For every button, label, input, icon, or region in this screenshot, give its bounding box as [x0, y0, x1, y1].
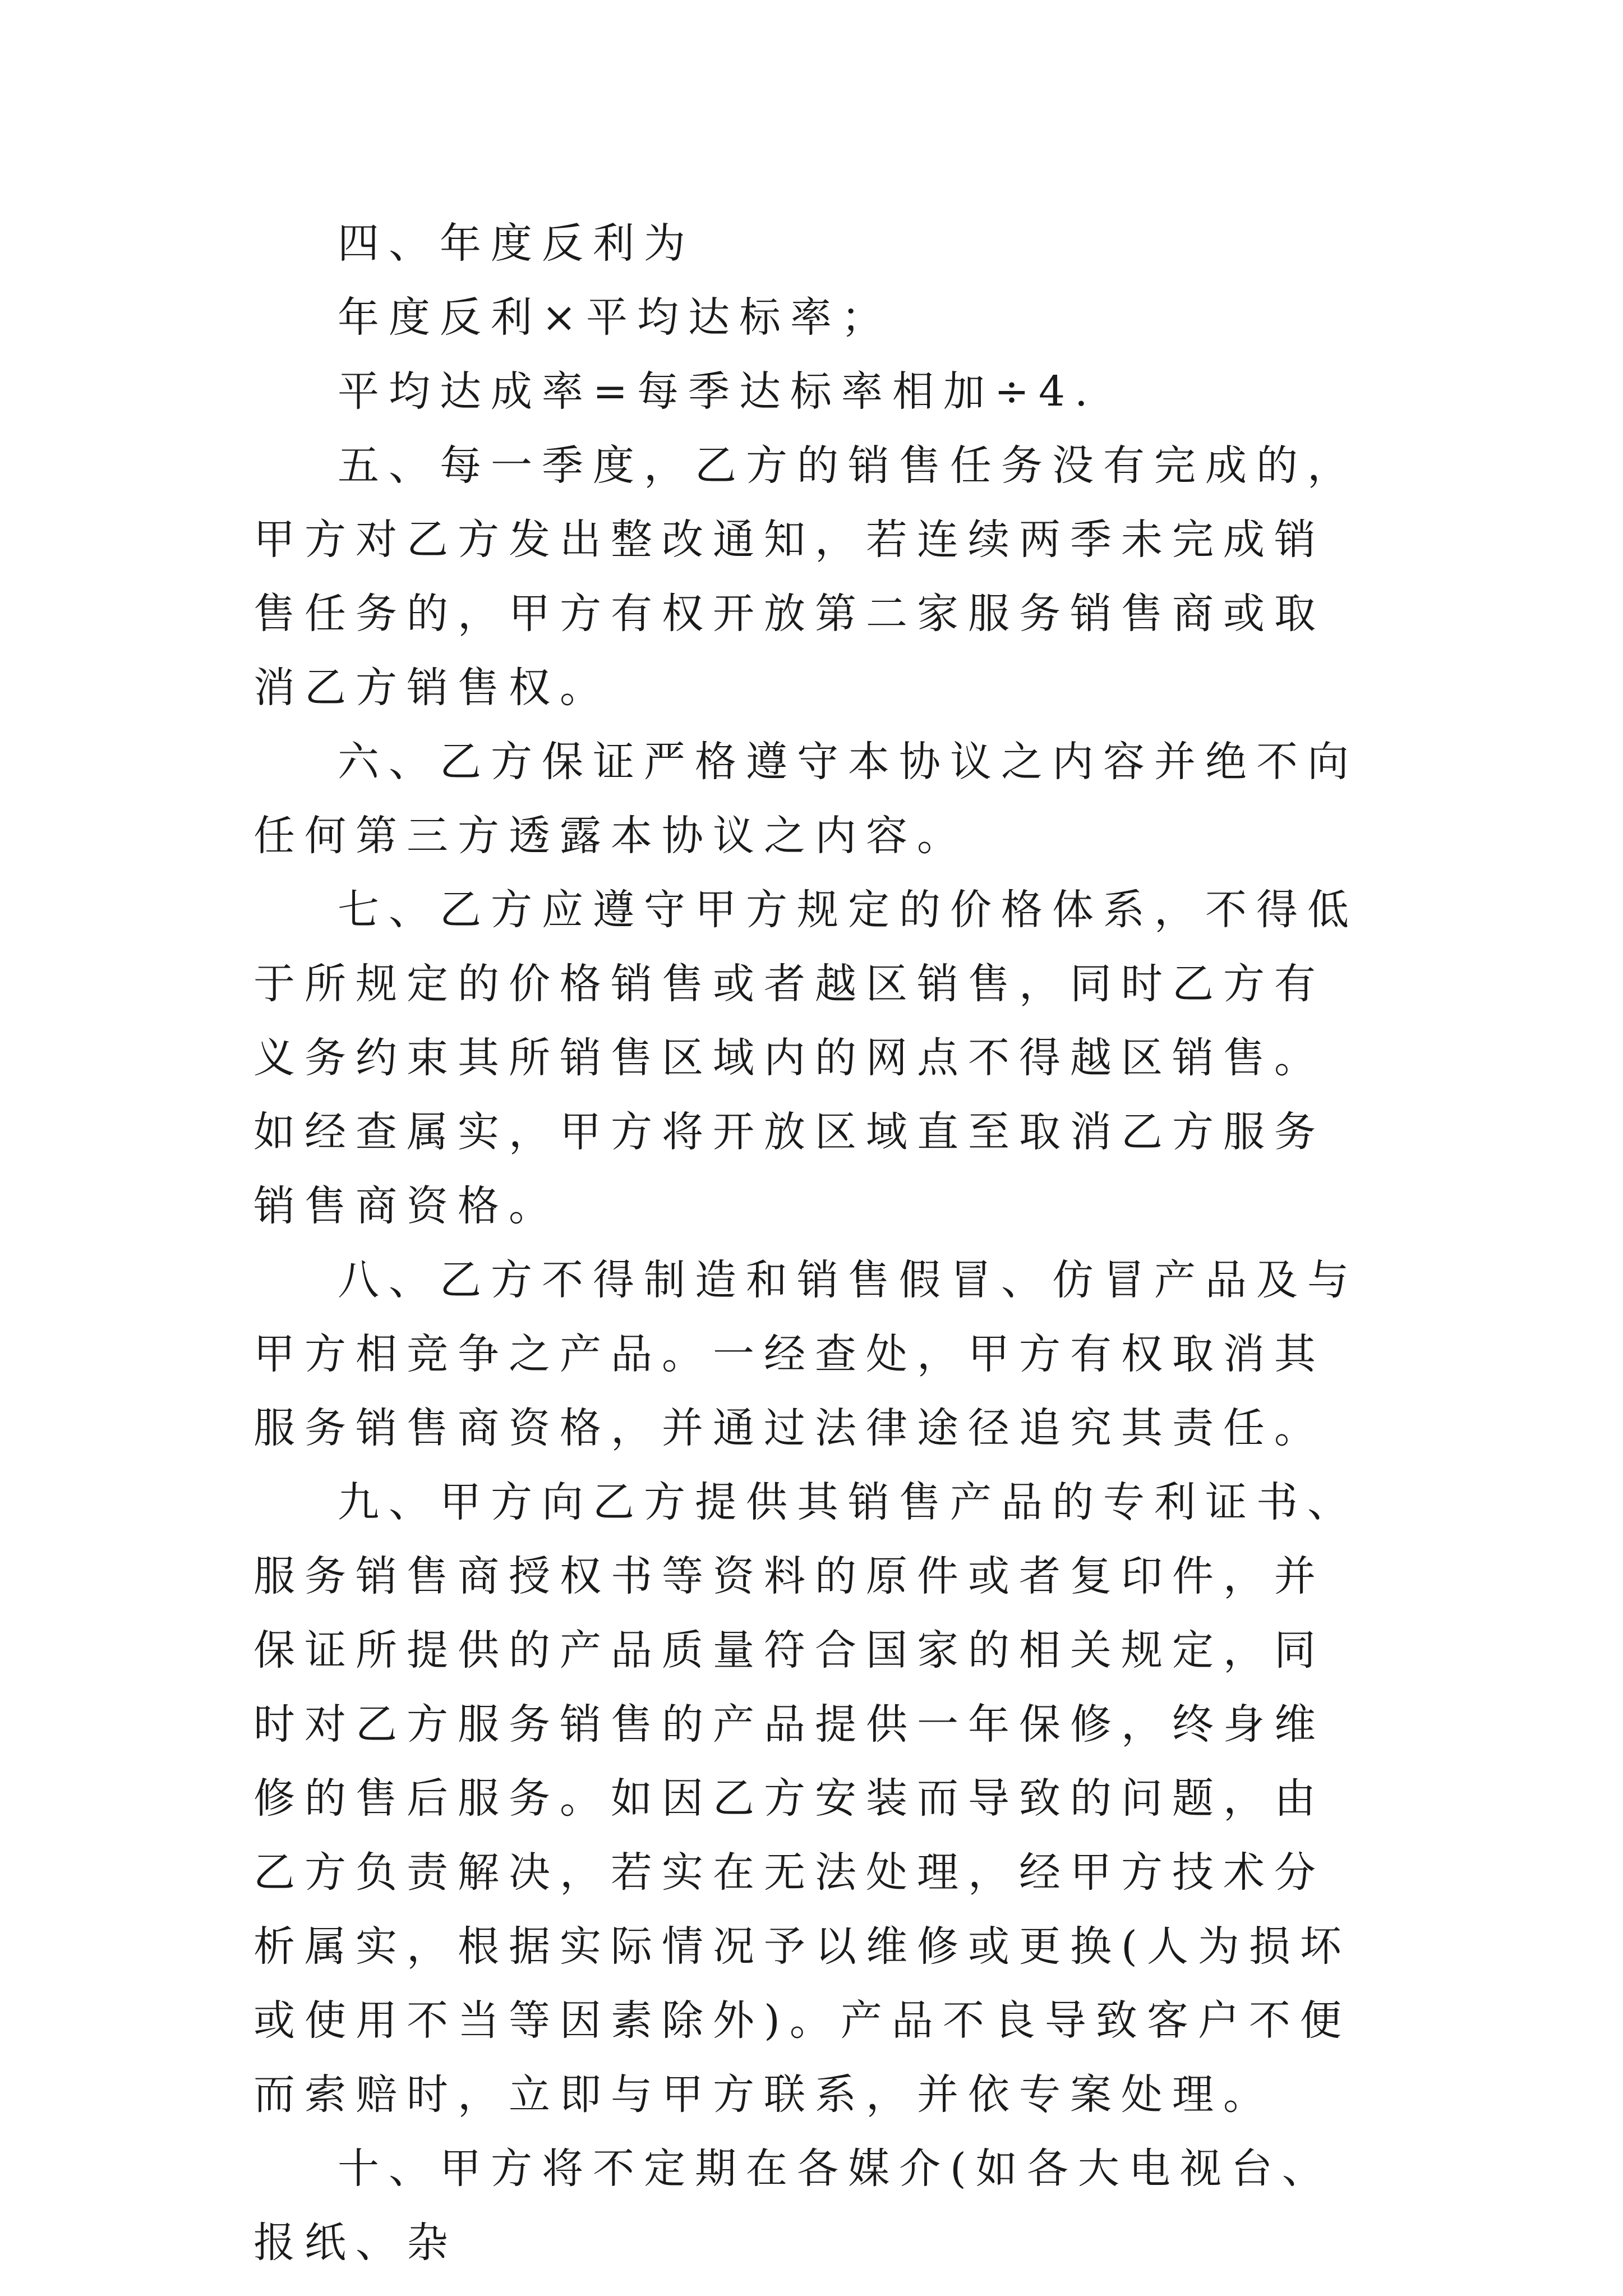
paragraph-clause-5: 五、每一季度，乙方的销售任务没有完成的，甲方对乙方发出整改通知，若连续两季未完成销售任务的，甲方有权开放第二家服务销售商或取消乙方销售权。 [253, 441, 1358, 712]
paragraph-clause-6: 六、乙方保证严格遵守本协议之内容并绝不向任何第三方透露本协议之内容。 [253, 738, 1358, 860]
paragraph-clause-10: 十、甲方将不定期在各媒介(如各大电视台、报纸、杂 [253, 2145, 1333, 2267]
paragraph-rebate-formula: 年度反利×平均达标率； [338, 293, 893, 342]
paragraph-clause-9: 九、甲方向乙方提供其销售产品的专利证书、服务销售商授权书等资料的原件或者复印件，并保证所提供的产品质量符合国家的相关规定，同时对乙方服务销售的产品提供一年保修，终身维修的售后服务。如因乙方安装而导致的问题，由乙方负责解决，若实在无法处理，经甲方技术分析属实，根据实际情况予以维修或更换(人为损坏或使用不当等因素除外)。产品不良导致客户不便而索赔时，立即与甲方联系，并依专案处理。 [253, 1478, 1358, 2119]
paragraph-clause-8: 八、乙方不得制造和销售假冒、仿冒产品及与甲方相竞争之产品。一经查处，甲方有权取消其服务销售商资格，并通过法律途径追究其责任。 [253, 1256, 1358, 1452]
paragraph-clause-7: 七、乙方应遵守甲方规定的价格体系，不得低于所规定的价格销售或者越区销售，同时乙方有义务约束其所销售区域内的网点不得越区销售。如经查属实，甲方将开放区域直至取消乙方服务销售商资格。 [253, 886, 1358, 1230]
paragraph-average-rate-formula: 平均达成率=每季达标率相加÷4. [338, 367, 1098, 416]
document-body [253, 206, 1375, 2280]
paragraph-annual-rebate-heading: 四、年度反利为 [338, 219, 695, 268]
